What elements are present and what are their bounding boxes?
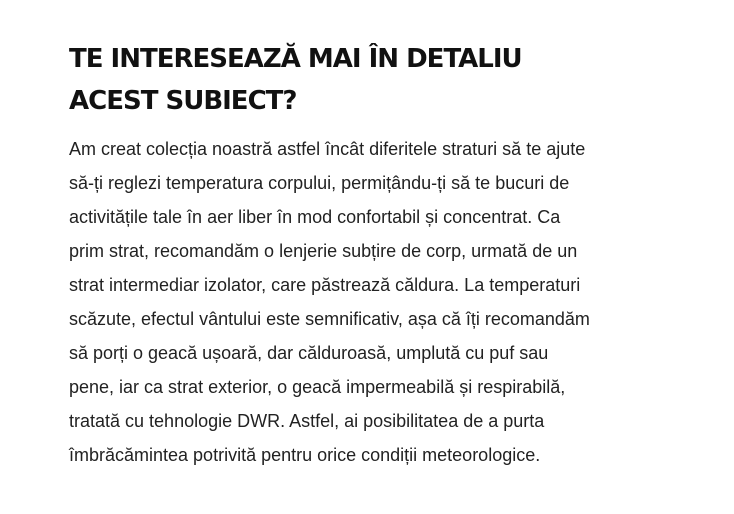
paragraph-line: Am creat colecția noastră astfel încât diferitele straturi să te ajute xyxy=(69,139,586,159)
paragraph-line: tratată cu tehnologie DWR. Astfel, ai posibilitatea de a purta xyxy=(69,411,545,431)
paragraph-line: scăzute, efectul vântului este semnificativ, așa că îți recomandăm xyxy=(69,309,590,329)
section-heading xyxy=(69,38,689,122)
section-paragraph xyxy=(69,132,689,472)
paragraph-line: să porți o geacă ușoară, dar călduroasă, umplută cu puf sau xyxy=(69,343,549,363)
paragraph-line: îmbrăcămintea potrivită pentru orice condiții meteorologice. xyxy=(69,445,541,465)
paragraph-line: activitățile tale în aer liber în mod confortabil și concentrat. Ca xyxy=(69,207,561,227)
heading-line-1: TE INTERESEAZĂ MAI ÎN DETALIU xyxy=(69,44,522,74)
paragraph-line: pene, iar ca strat exterior, o geacă impermeabilă și respirabilă, xyxy=(69,377,566,397)
heading-line-2: ACEST SUBIECT? xyxy=(69,86,297,116)
article-section xyxy=(69,38,689,472)
paragraph-line: să-ți reglezi temperatura corpului, permițându-ți să te bucuri de xyxy=(69,173,570,193)
paragraph-line: strat intermediar izolator, care păstrează căldura. La temperaturi xyxy=(69,275,581,295)
paragraph-line: prim strat, recomandăm o lenjerie subțire de corp, urmată de un xyxy=(69,241,578,261)
